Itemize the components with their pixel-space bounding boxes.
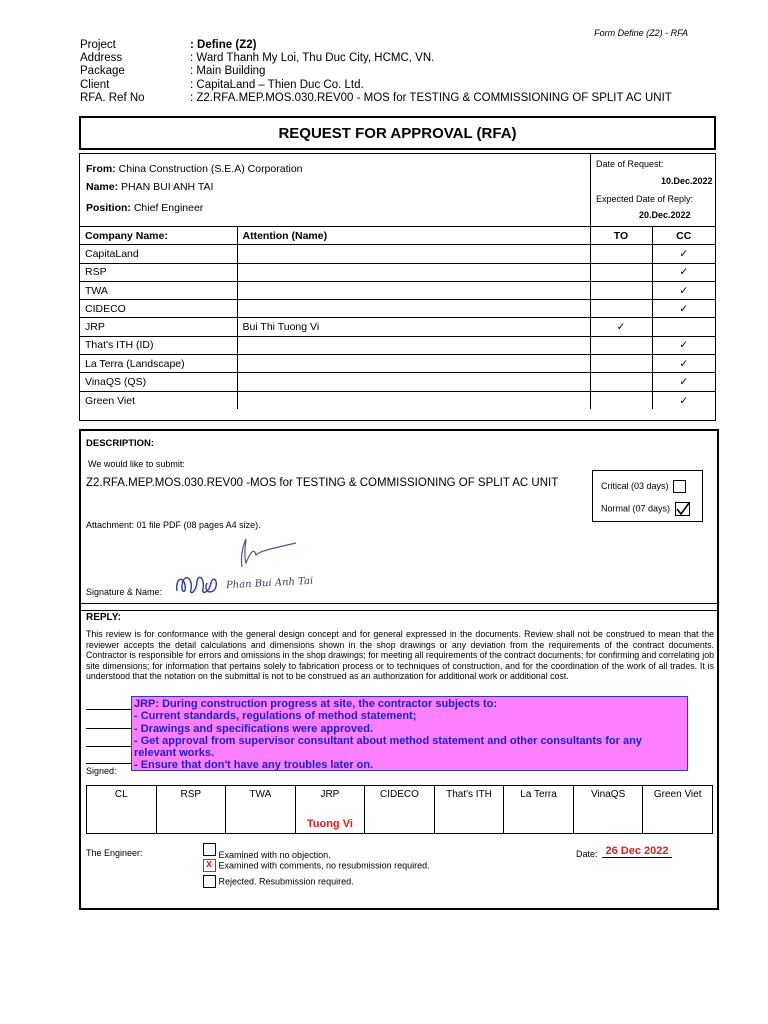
- reviewer-comments: [131, 696, 688, 771]
- table-row: [80, 245, 715, 263]
- option-label: Examined with no objection.: [218, 849, 331, 860]
- from-label: From:: [86, 163, 116, 175]
- attention-cell: [237, 373, 590, 391]
- to-cell: ✓: [590, 318, 652, 336]
- table-row: [80, 300, 715, 318]
- company-cell: VinaQS (QS): [80, 373, 237, 391]
- signoff-cell-cideco: CIDECO: [365, 786, 435, 834]
- request-date-label: Date of Request:: [596, 159, 664, 169]
- rejected-checkbox[interactable]: [203, 875, 216, 888]
- company-cell: Green Viet: [80, 391, 237, 409]
- table-row: [80, 318, 715, 336]
- attention-cell: [237, 245, 590, 263]
- client-label: Client: [80, 78, 110, 91]
- comment-line: JRP: During construction progress at site, the contractor subjects to:: [134, 698, 498, 710]
- cc-cell: ✓: [652, 336, 715, 354]
- comment-line: - Ensure that don't have any troubles later on.: [134, 759, 374, 772]
- critical-label: Critical (03 days): [601, 480, 669, 491]
- client-value: : CapitaLand – Thien Duc Co. Ltd.: [190, 78, 364, 91]
- table-row: [80, 281, 715, 299]
- attention-cell: [237, 281, 590, 299]
- signoff-cell-rsp: RSP: [156, 786, 226, 834]
- normal-checkbox[interactable]: [675, 502, 690, 516]
- document-title: REQUEST FOR APPROVAL (RFA): [79, 116, 716, 150]
- table-row: [80, 263, 715, 281]
- normal-label: Normal (07 days): [601, 503, 671, 514]
- company-cell: CapitaLand: [80, 245, 237, 263]
- check-icon: [675, 502, 690, 516]
- sender-info: [80, 154, 590, 226]
- signoff-table: [86, 785, 713, 834]
- col-company: Company Name:: [80, 227, 237, 245]
- table-row: [80, 391, 715, 409]
- signature-line: [86, 763, 131, 764]
- cc-cell: ✓: [652, 263, 715, 281]
- to-cell: [590, 263, 652, 281]
- position-label: Position:: [86, 202, 131, 214]
- signature-initial-icon: [230, 535, 310, 570]
- signoff-cell-ith: That's ITH: [434, 786, 504, 834]
- to-cell: [590, 391, 652, 409]
- distribution-section: [79, 153, 716, 421]
- cc-cell: [652, 318, 715, 336]
- ref-label: RFA. Ref No: [80, 91, 145, 104]
- option-label: Rejected. Resubmission required.: [218, 876, 354, 887]
- reply-disclaimer: This review is for conformance with the general design concept and for general expressed in the documents. Review shall not be construed to mean that the reviewer accepts the detail calculations and dimensions shown in the shop drawings or any deviation from the requirements of the contract documents. Contractor is responsible for errors and omissions in the shop drawings; for meeting all requirements of the contract documents; for confirming and correlating job site dimensions; for information that pertains solely to fabrication process or to techniques of construction, and for the coordination of the work of all trades. It is understood that the notation on the submittal is not to be construed as an authorization for additional work or additional cost.: [86, 629, 714, 682]
- to-cell: [590, 355, 652, 373]
- table-row: [80, 336, 715, 354]
- description-intro: We would like to submit:: [88, 459, 185, 469]
- col-cc: CC: [652, 227, 715, 245]
- signed-label: Signed:: [86, 766, 117, 776]
- project-value: : Define (Z2): [190, 39, 257, 51]
- cc-cell: ✓: [652, 391, 715, 409]
- company-cell: CIDECO: [80, 300, 237, 318]
- comment-line: - Current standards, regulations of method statement;: [134, 710, 417, 723]
- option-rejected[interactable]: [203, 875, 354, 888]
- position-value: Chief Engineer: [133, 202, 204, 214]
- no-objection-checkbox[interactable]: [203, 843, 216, 856]
- cc-cell: ✓: [652, 245, 715, 263]
- name-label: Name:: [86, 181, 119, 193]
- jrp-signer: Tuong Vi: [306, 818, 353, 830]
- critical-option[interactable]: [601, 480, 686, 493]
- priority-box: [592, 470, 703, 522]
- signoff-cell-cl: CL: [87, 786, 157, 834]
- option-no-objection[interactable]: [203, 843, 331, 860]
- attention-cell: Bui Thi Tuong Vi: [237, 318, 590, 336]
- engineer-label: The Engineer:: [86, 848, 143, 858]
- to-cell: [590, 300, 652, 318]
- signoff-cell-laterra: La Terra: [504, 786, 574, 834]
- to-cell: [590, 245, 652, 263]
- signature-name: Phan Bui Anh Tai: [225, 575, 314, 592]
- table-header-row: [80, 227, 715, 245]
- company-cell: RSP: [80, 263, 237, 281]
- cc-cell: ✓: [652, 300, 715, 318]
- attention-cell: [237, 300, 590, 318]
- cc-cell: ✓: [652, 281, 715, 299]
- comment-line: - Drawings and specifications were approved.: [134, 722, 374, 735]
- signature-scribble-icon: [173, 571, 221, 599]
- option-with-comments[interactable]: [203, 859, 430, 872]
- signoff-cell-greenviet: Green Viet: [643, 786, 713, 834]
- signoff-cell-twa: TWA: [226, 786, 296, 834]
- company-cell: That's ITH (ID): [80, 336, 237, 354]
- selected-x-icon: x: [206, 858, 213, 870]
- col-to: TO: [590, 227, 652, 245]
- signature-line: [86, 746, 131, 747]
- signoff-jrp-label: JRP: [320, 789, 340, 800]
- company-cell: La Terra (Landscape): [80, 355, 237, 373]
- normal-option[interactable]: [601, 502, 690, 516]
- cc-cell: ✓: [652, 373, 715, 391]
- signature-line: [86, 728, 131, 729]
- signature-line: [86, 709, 131, 710]
- cc-cell: ✓: [652, 355, 715, 373]
- form-code: Form Define (Z2) - RFA: [594, 28, 688, 38]
- to-cell: [590, 373, 652, 391]
- address-value: : Ward Thanh My Loi, Thu Duc City, HCMC, VN.: [190, 52, 435, 65]
- attachment-note: Attachment: 01 file PDF (08 pages A4 size).: [86, 520, 261, 530]
- table-row: [80, 373, 715, 391]
- reply-date: 26 Dec 2022: [602, 845, 672, 858]
- attention-cell: [237, 336, 590, 354]
- to-cell: [590, 336, 652, 354]
- to-cell: [590, 281, 652, 299]
- company-cell: TWA: [80, 281, 237, 299]
- from-value: China Construction (S.E.A) Corporation: [118, 163, 303, 175]
- attention-cell: [237, 355, 590, 373]
- comment-line: - Get approval from supervisor consultant about method statement and other consultants for any relevant works.: [134, 734, 642, 760]
- project-label: Project: [80, 39, 116, 51]
- option-label: Examined with comments, no resubmission required.: [218, 860, 430, 871]
- attention-cell: [237, 391, 590, 409]
- table-row: [80, 355, 715, 373]
- col-attention: Attention (Name): [237, 227, 590, 245]
- name-value: PHAN BUI ANH TAI: [121, 181, 214, 193]
- package-label: Package: [80, 65, 125, 78]
- attention-cell: [237, 263, 590, 281]
- submission-item: Z2.RFA.MEP.MOS.030.REV00 -MOS for TESTING & COMMISSIONING OF SPLIT AC UNIT: [86, 477, 559, 489]
- package-value: : Main Building: [190, 65, 266, 78]
- date-info: [590, 154, 716, 226]
- request-date-value: 10.Dec.2022: [661, 176, 713, 186]
- critical-checkbox[interactable]: [673, 480, 686, 493]
- distribution-table: [80, 226, 715, 409]
- reply-date-value: 20.Dec.2022: [639, 210, 691, 220]
- with-comments-checkbox[interactable]: [203, 859, 216, 872]
- reply-label: REPLY:: [86, 612, 122, 623]
- signature-label: Signature & Name:: [86, 587, 163, 597]
- address-label: Address: [80, 52, 123, 65]
- reply-date-label: Expected Date of Reply:: [596, 194, 694, 204]
- ref-value: : Z2.RFA.MEP.MOS.030.REV00 - MOS for TESTING & COMMISSIONING OF SPLIT AC UNIT: [190, 91, 672, 104]
- company-cell: JRP: [80, 318, 237, 336]
- date-label: Date:: [576, 849, 598, 859]
- project-header: [80, 39, 672, 105]
- signoff-cell-jrp: [295, 786, 365, 834]
- description-label: DESCRIPTION:: [86, 438, 155, 449]
- signoff-cell-vinaqs: VinaQS: [573, 786, 643, 834]
